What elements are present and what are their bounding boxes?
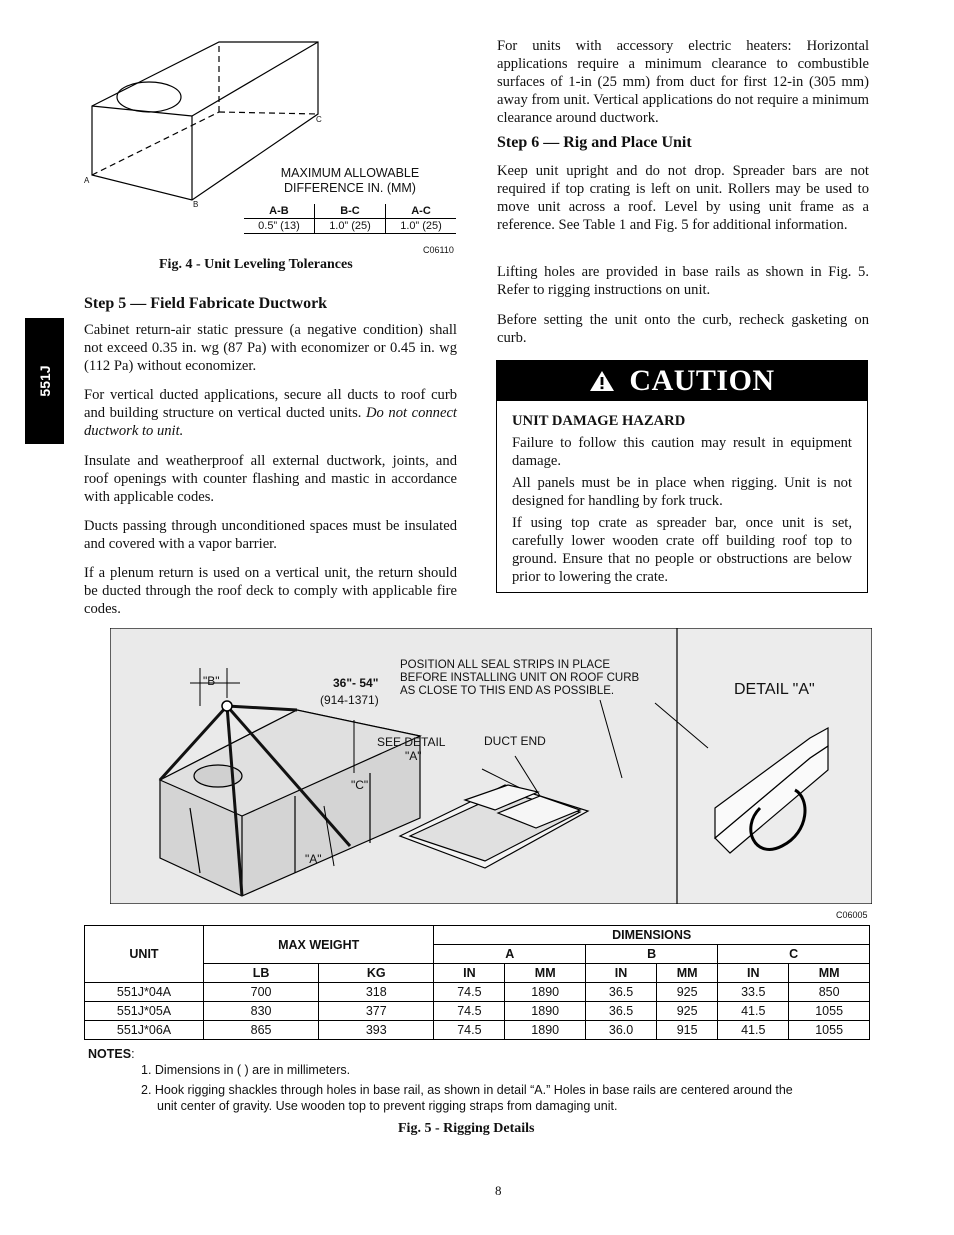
caution-paragraph-2: All panels must be in place when rigging. Unit is not designed for handling by fork truck. <box>512 475 852 509</box>
table-row <box>85 1002 870 1021</box>
side-tab-label: 551J <box>36 365 53 397</box>
tol-header-bc: B-C <box>314 204 385 219</box>
page-number: 8 <box>495 1183 502 1198</box>
tol-value-ac: 1.0” (25) <box>386 219 456 234</box>
tolerance-title-line1: MAXIMUM ALLOWABLE <box>280 166 420 180</box>
fig4-code: C06110 <box>423 245 454 255</box>
label-c: "C" <box>351 778 369 792</box>
fig4-caption: Fig. 4 - Unit Leveling Tolerances <box>159 257 353 272</box>
step5-p2-italic: Do not connect ductwork to unit. <box>84 405 457 439</box>
tol-header-ab: A-B <box>244 204 314 219</box>
table-row <box>85 1021 870 1040</box>
header-c: C <box>718 945 870 964</box>
table-cell: 1890 <box>505 983 586 1002</box>
header-max-weight: MAX WEIGHT <box>204 926 434 964</box>
seal-note-line2: BEFORE INSTALLING UNIT ON ROOF CURB <box>400 672 640 684</box>
caution-paragraph-1: Failure to follow this caution may result in equipment damage. <box>512 435 852 469</box>
table-cell: 318 <box>319 983 434 1002</box>
subheader-a-in: IN <box>434 964 505 983</box>
step5-paragraph-5: If a plenum return is used on a vertical unit, the return should be ducted through the roof deck to comply with applicable fire codes. <box>84 565 457 617</box>
table-cell: 551J*04A <box>85 983 204 1002</box>
label-b: "B" <box>203 674 220 688</box>
detail-a-title: DETAIL "A" <box>734 681 815 698</box>
tolerance-table-title <box>244 166 456 196</box>
table-cell: 551J*05A <box>85 1002 204 1021</box>
step5-p2-text: For vertical ducted applications, secure all ducts to roof curb and building structure on vertical ducted units. <box>84 387 457 421</box>
header-dimensions: DIMENSIONS <box>434 926 870 945</box>
see-detail-label <box>377 735 445 763</box>
tol-value-ab: 0.5” (13) <box>258 220 300 232</box>
table-cell: 74.5 <box>434 983 505 1002</box>
notes-label-text: NOTES <box>88 1047 132 1061</box>
step6-paragraph-2: Lifting holes are provided in base rails as shown in Fig. 5. Refer to rigging instructions on unit. <box>497 264 869 298</box>
see-detail-line1: SEE DETAIL <box>377 735 446 749</box>
warning-triangle-icon <box>589 370 615 392</box>
step6-paragraph-1: Keep unit upright and do not drop. Spreader bars are not required if top crating is left on unit. Rollers may be used to move unit across a roof. Level by using unit frame as a reference. See Table 1 and Fig. 5 for additional information. <box>497 163 869 233</box>
table-cell: 377 <box>319 1002 434 1021</box>
caution-hazard: UNIT DAMAGE HAZARD <box>512 413 686 429</box>
table-cell: 551J*06A <box>85 1021 204 1040</box>
table-cell: 850 <box>789 983 870 1002</box>
table-cell: 36.0 <box>586 1021 657 1040</box>
step5-heading: Step 5 — Field Fabricate Ductwork <box>84 295 328 312</box>
note-2-line2: unit center of gravity. Use wooden top to prevent rigging straps from damaging unit. <box>157 1099 618 1113</box>
step5-paragraph-3: Insulate and weatherproof all external ductwork, joints, and roof openings with counter flashing and mastic in accordance with applicable codes. <box>84 453 457 505</box>
see-detail-line2: "A" <box>405 749 422 763</box>
corner-b-label: B <box>193 200 199 209</box>
step6-heading: Step 6 — Rig and Place Unit <box>497 134 692 151</box>
table-cell: 74.5 <box>434 1021 505 1040</box>
table-cell: 915 <box>657 1021 718 1040</box>
subheader-b-mm: MM <box>657 964 718 983</box>
seal-note-line1: POSITION ALL SEAL STRIPS IN PLACE <box>400 659 611 671</box>
table-cell: 830 <box>204 1002 319 1021</box>
corner-c-label: C <box>316 115 322 124</box>
duct-end-label: DUCT END <box>484 734 546 748</box>
subheader-a-mm: MM <box>505 964 586 983</box>
tolerance-table <box>244 204 456 234</box>
note-2-line1: 2. Hook rigging shackles through holes in base rail, as shown in detail “A.” Holes in base rails are centered around the <box>141 1083 793 1097</box>
fig5-caption: Fig. 5 - Rigging Details <box>398 1121 535 1136</box>
subheader-c-in: IN <box>718 964 789 983</box>
table-cell: 1055 <box>789 1002 870 1021</box>
caution-header <box>497 361 867 401</box>
table-cell: 36.5 <box>586 1002 657 1021</box>
header-b: B <box>586 945 718 964</box>
header-a: A <box>434 945 586 964</box>
table-cell: 74.5 <box>434 1002 505 1021</box>
subheader-b-in: IN <box>586 964 657 983</box>
dimensions-table <box>84 925 870 1040</box>
step5-paragraph-1: Cabinet return-air static pressure (a negative condition) shall not exceed 0.35 in. wg (87 Pa) with economizer or 0.45 in. wg (112 Pa) without economizer. <box>84 322 457 374</box>
tol-value-bc: 1.0” (25) <box>314 219 385 234</box>
table-cell: 33.5 <box>718 983 789 1002</box>
subheader-c-mm: MM <box>789 964 870 983</box>
caution-box <box>496 360 868 593</box>
table-cell: 700 <box>204 983 319 1002</box>
tolerance-title-line2: DIFFERENCE IN. (MM) <box>284 181 416 195</box>
notes-label: NOTES: <box>88 1047 135 1061</box>
label-span-mm: (914-1371) <box>320 693 379 707</box>
side-tab <box>25 318 64 444</box>
table-cell: 1890 <box>505 1002 586 1021</box>
caution-paragraph-3: If using top crate as spreader bar, once unit is set, carefully lower wooden crate off building roof top to ground. Ensure that no people or obstructions are below prior to lowering the crate. <box>512 515 852 585</box>
table-cell: 41.5 <box>718 1002 789 1021</box>
subheader-lb: LB <box>204 964 319 983</box>
table-cell: 925 <box>657 1002 718 1021</box>
electric-heater-paragraph: For units with accessory electric heaters: Horizontal applications require a minimum clearance to combustible surfaces of 1-in (25 mm) from duct for first 12-in (305 mm) away from unit. Vertical applications do not require a minimum clearance around ductwork. <box>497 38 869 126</box>
table-cell: 1055 <box>789 1021 870 1040</box>
label-a: "A" <box>305 852 322 866</box>
step6-paragraph-3: Before setting the unit onto the curb, recheck gasketing on curb. <box>497 312 869 346</box>
seal-note-line3: AS CLOSE TO THIS END AS POSSIBLE. <box>400 685 615 697</box>
table-cell: 41.5 <box>718 1021 789 1040</box>
tol-header-ac: A-C <box>386 204 456 219</box>
header-unit: UNIT <box>85 926 204 983</box>
table-cell: 393 <box>319 1021 434 1040</box>
table-cell: 1890 <box>505 1021 586 1040</box>
seal-strip-note <box>400 659 639 698</box>
step5-paragraph-4: Ducts passing through unconditioned spaces must be insulated and covered with a vapor barrier. <box>84 518 457 552</box>
note-2 <box>141 1082 873 1114</box>
note-1: 1. Dimensions in ( ) are in millimeters. <box>141 1063 351 1077</box>
step5-paragraph-2 <box>84 386 457 440</box>
caution-title: CAUTION <box>629 364 775 397</box>
table-cell: 36.5 <box>586 983 657 1002</box>
table-row <box>85 983 870 1002</box>
table-cell: 865 <box>204 1021 319 1040</box>
label-span: 36"- 54" <box>333 676 379 690</box>
fig5-code: C06005 <box>836 910 868 920</box>
subheader-kg: KG <box>319 964 434 983</box>
corner-a-label: A <box>84 176 90 185</box>
table-cell: 925 <box>657 983 718 1002</box>
